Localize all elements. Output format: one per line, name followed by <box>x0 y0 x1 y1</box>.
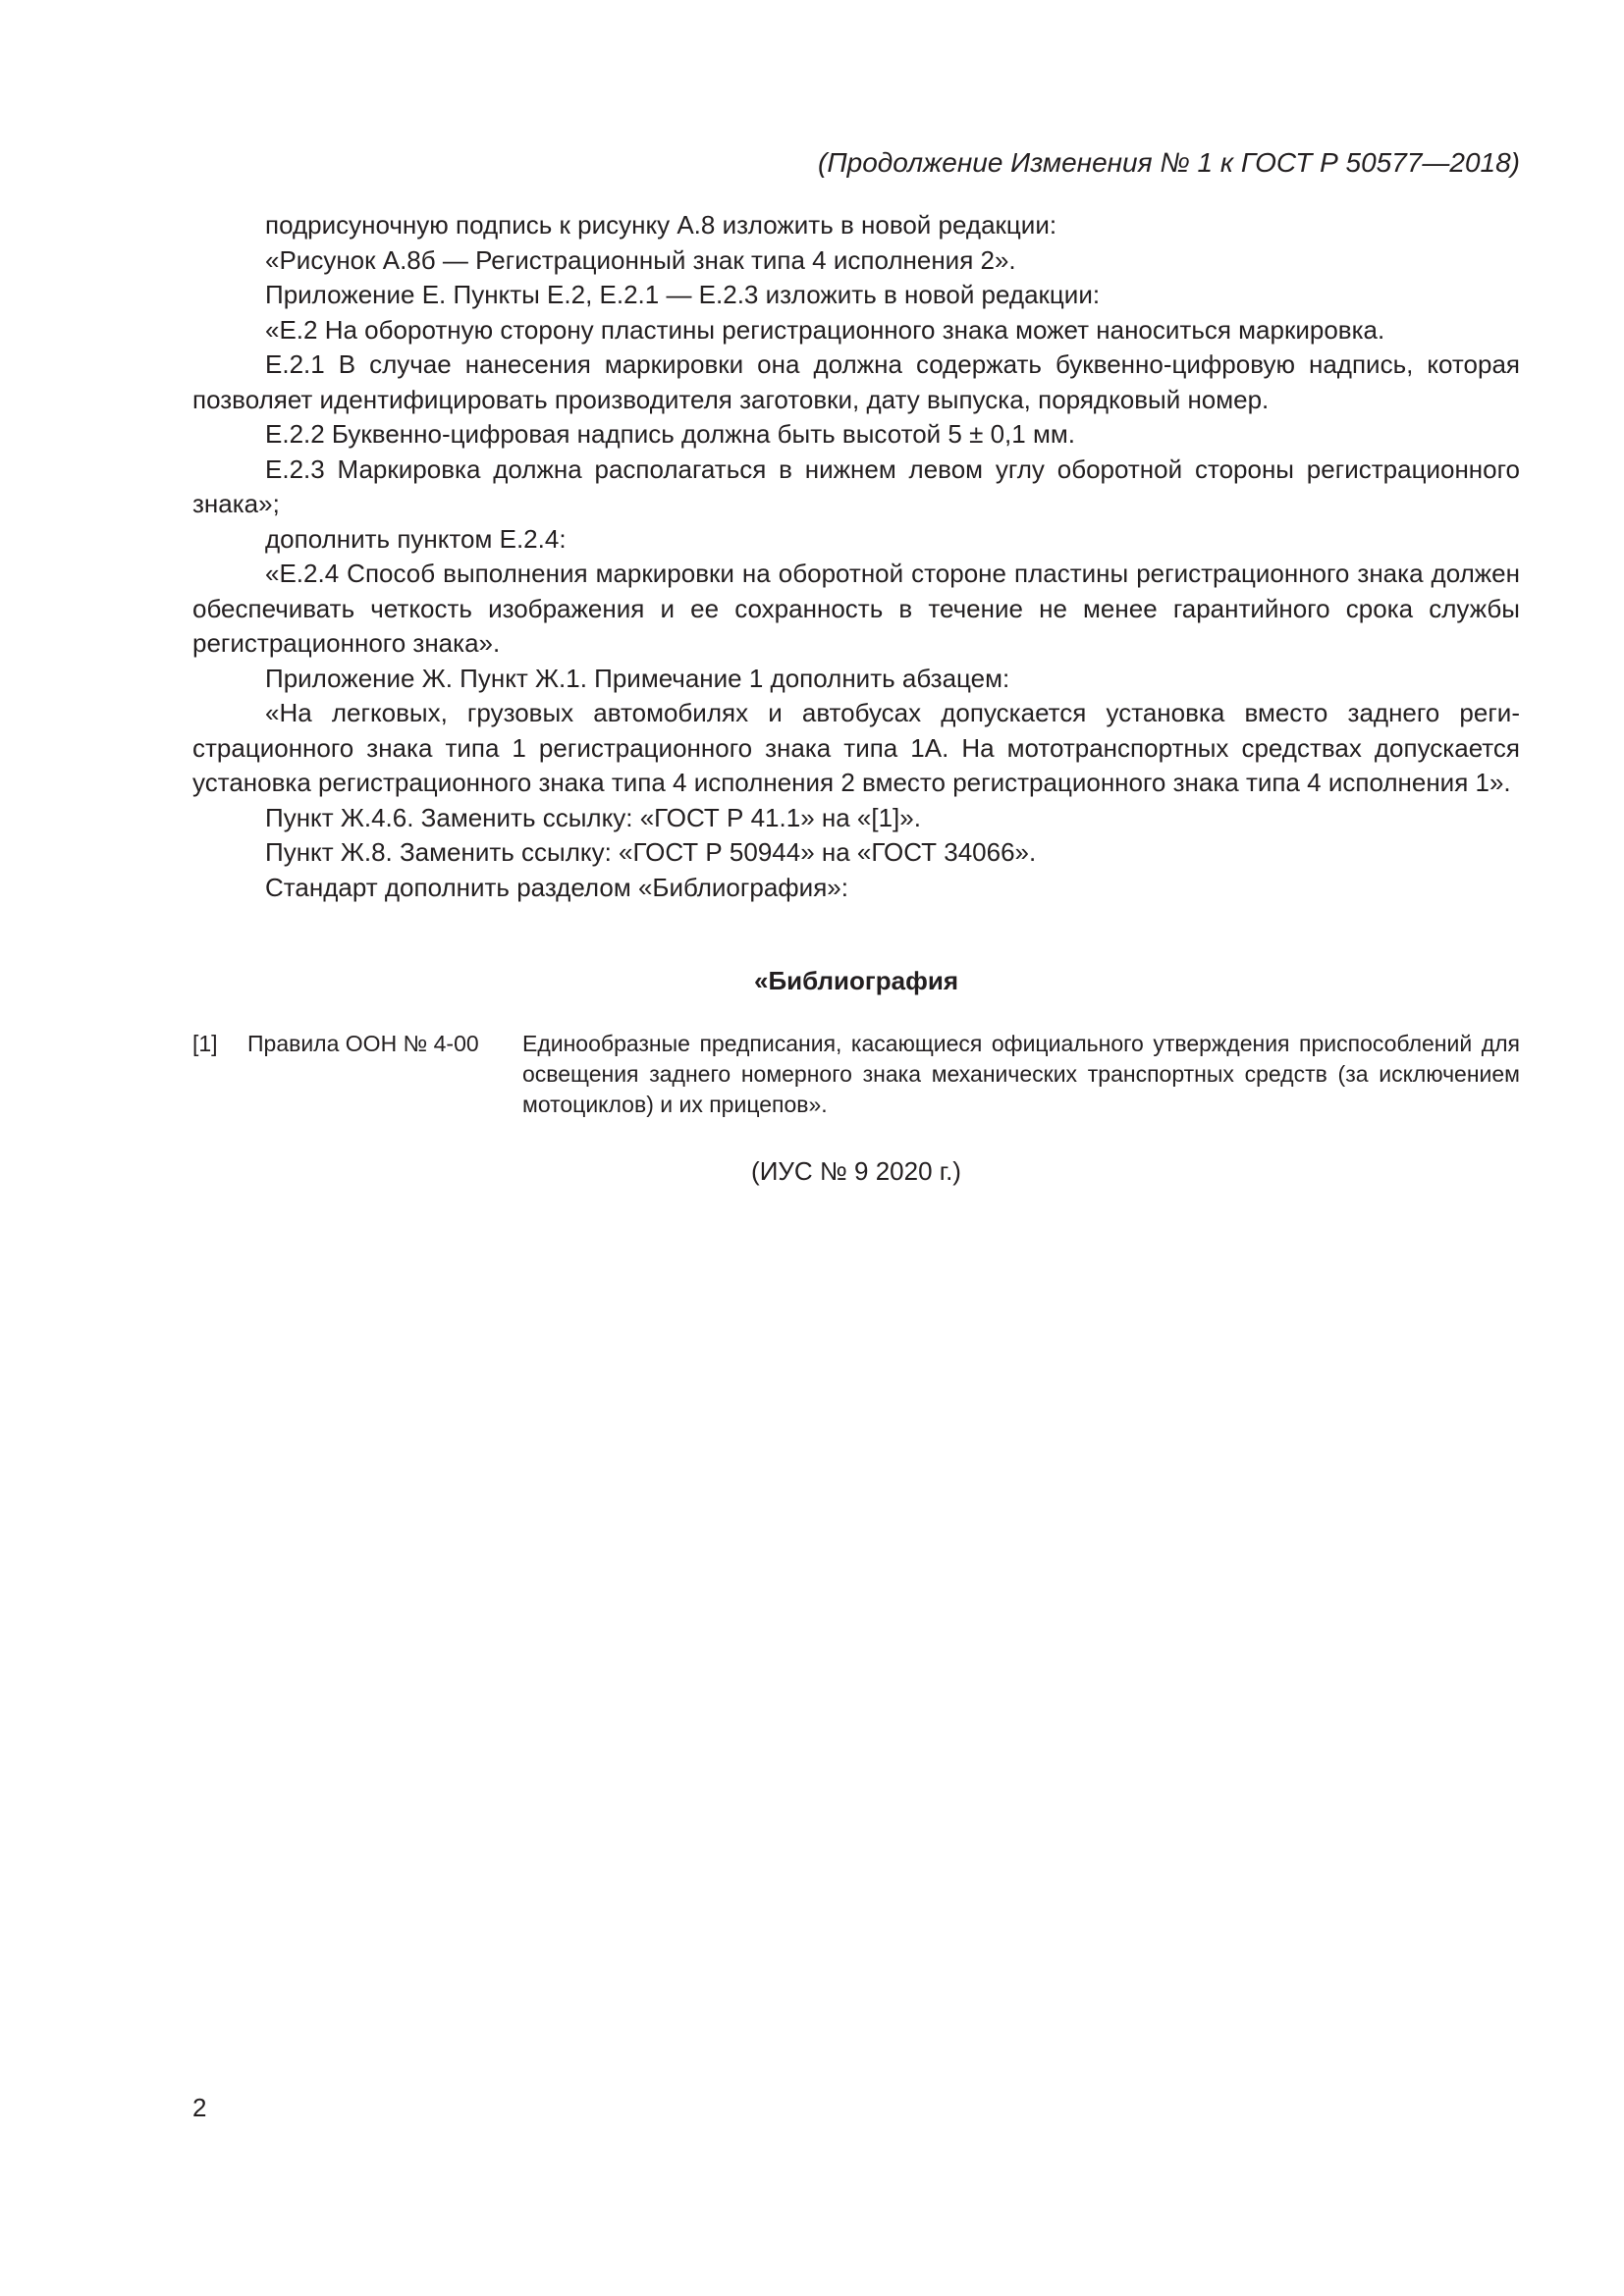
bibliography-entry-number: [1] <box>192 1031 218 1056</box>
paragraph: Е.2.1 В случае нанесения маркировки она должна содержать буквенно-цифровую надпись, которая позволяет идентифицировать производителя заготовки, дату выпуска, порядковый номер. <box>192 349 1520 414</box>
paragraph: Е.2.2 Буквенно-цифровая надпись должна быть высотой 5 ± 0,1 мм. <box>265 419 1075 449</box>
paragraph: подрисуночную подпись к рисунку А.8 изложить в новой редакции: <box>265 210 1057 240</box>
running-header: (Продолжение Изменения № 1 к ГОСТ Р 50577—2018) <box>818 147 1520 178</box>
paragraph: «Рисунок А.8б — Регистрационный знак типа 4 исполнения 2». <box>265 244 1016 275</box>
bibliography-entry-source: Правила ООН № 4-00 <box>247 1031 479 1056</box>
ius-reference: (ИУС № 9 2020 г.) <box>751 1156 961 1186</box>
page-number: 2 <box>192 2093 207 2122</box>
bibliography-heading: «Библиография <box>754 966 958 995</box>
paragraph: Е.2.3 Маркировка должна располагаться в нижнем левом углу оборотной стороны регистрационного знака»; <box>192 454 1520 518</box>
paragraph: Приложение Е. Пункты Е.2, Е.2.1 — Е.2.3 изложить в новой редакции: <box>265 280 1101 309</box>
amendment-body <box>192 208 1520 905</box>
paragraph: «Е.2.4 Способ выполнения маркировки на оборотной стороне пластины регистрационного знака должен обеспечивать четкость изображения и ее сохранность в течение не менее гарантийного срока службы регистрационного знака». <box>192 559 1520 658</box>
paragraph: Пункт Ж.4.6. Заменить ссылку: «ГОСТ Р 41.1» на «[1]». <box>265 802 921 832</box>
paragraph: Приложение Ж. Пункт Ж.1. Примечание 1 дополнить абзацем: <box>265 663 1010 693</box>
paragraph: «На легковых, грузовых автомобилях и автобусах допускается установка вместо заднего регистрационного знака типа 1 регистрационного знака типа 1А. На мототранспортных средствах допускается установка регистрационного знака типа 4 исполнения 2 вместо регистрационного знака типа 4 исполнения 1». <box>192 698 1520 797</box>
bibliography-entry-description: Единообразные предписания, касающиеся официального утверждения приспособлений для освещения заднего номерного знака механических транспортных средств (за исключением мотоциклов) и их прицепов». <box>522 1031 1520 1117</box>
paragraph: Пункт Ж.8. Заменить ссылку: «ГОСТ Р 50944» на «ГОСТ 34066». <box>265 837 1037 867</box>
paragraph: «Е.2 На оборотную сторону пластины регистрационного знака может наноситься маркировка. <box>265 314 1385 345</box>
paragraph: Стандарт дополнить разделом «Библиография»: <box>265 872 848 902</box>
paragraph: дополнить пунктом Е.2.4: <box>265 523 567 554</box>
